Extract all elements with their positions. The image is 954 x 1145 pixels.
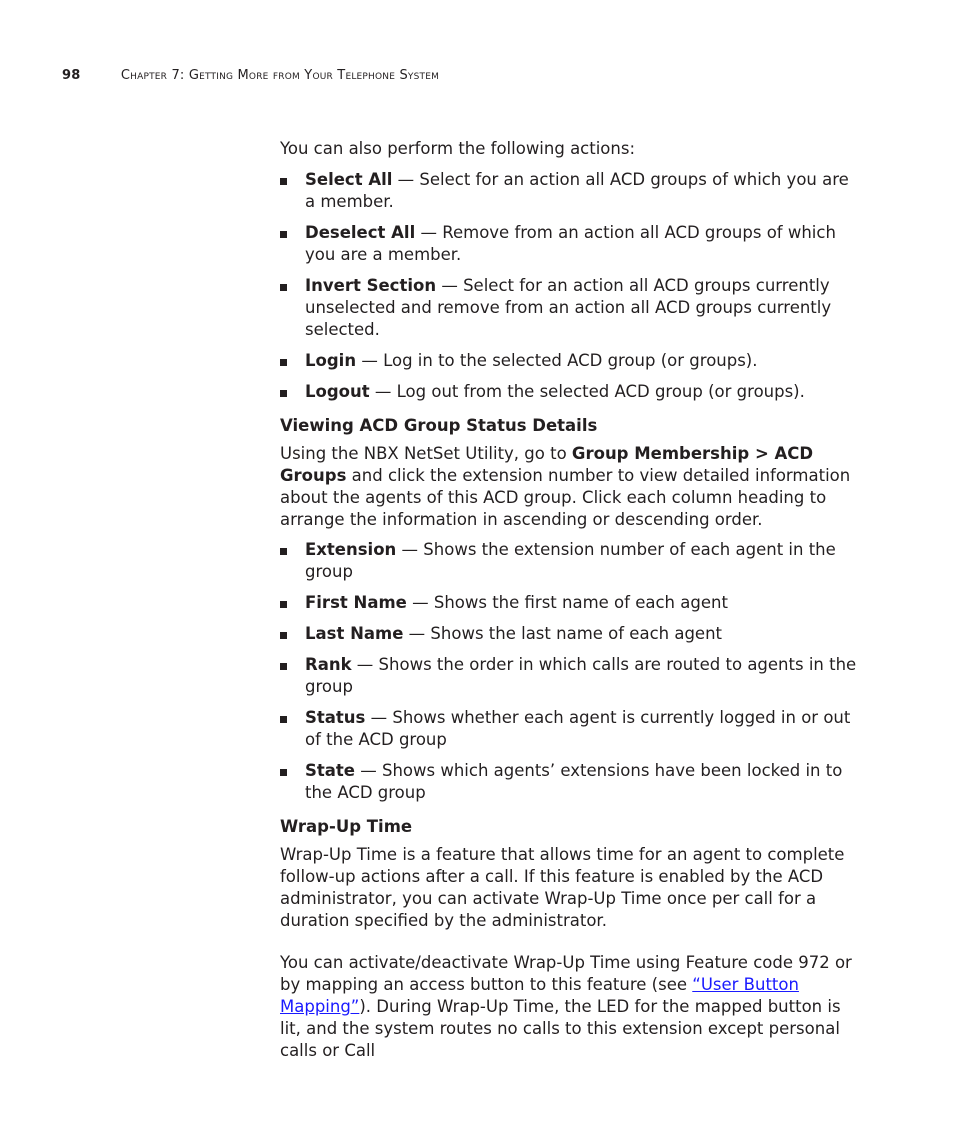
item-term: First Name [305,593,407,612]
item-term: Deselect All [305,223,416,242]
item-desc: — Remove from an action all ACD groups of which you are a member. [305,223,836,264]
wrap-up-paragraph-2 [280,952,860,1062]
item-term: Status [305,708,366,727]
bullet-square-icon [280,716,287,723]
item-desc: — Shows the order in which calls are routed to agents in the group [305,655,857,696]
item-term: Invert Section [305,276,437,295]
item-desc: — Select for an action all ACD groups currently unselected and remove from an action all ACD groups currently selected. [305,276,832,339]
bullet-square-icon [280,769,287,776]
running-header [62,68,439,83]
list-item [280,275,860,341]
para-text: You can activate/deactivate Wrap-Up Time using Feature code 972 or by mapping an access button to this feature (see [280,953,852,994]
menu-path: Group Membership > ACD Groups [280,444,814,485]
bullet-square-icon [280,390,287,397]
actions-list [280,169,860,403]
item-desc: — Shows the last name of each agent [403,624,723,643]
bullet-square-icon [280,663,287,670]
item-desc: — Shows the first name of each agent [406,593,728,612]
list-item [280,169,860,213]
list-item [280,623,860,645]
bullet-square-icon [280,178,287,185]
item-desc: — Shows which agents’ extensions have been locked in to the ACD group [305,761,843,802]
item-term: Login [305,351,357,370]
section-heading-wrap-up: Wrap-Up Time [280,817,413,836]
para-text: Using the NBX NetSet Utility, go to [280,444,572,463]
list-item [280,222,860,266]
list-item [280,539,860,583]
item-desc: — Log out from the selected ACD group (or groups). [369,382,805,401]
list-item [280,592,860,614]
item-desc: — Shows the extension number of each agent in the group [305,540,836,581]
item-term: Logout [305,382,370,401]
bullet-square-icon [280,359,287,366]
columns-list [280,539,860,804]
list-item [280,760,860,804]
bullet-square-icon [280,284,287,291]
bullet-square-icon [280,601,287,608]
bullet-square-icon [280,632,287,639]
bullet-square-icon [280,548,287,555]
item-desc: — Log in to the selected ACD group (or groups). [356,351,758,370]
acd-status-paragraph [280,443,860,531]
intro-text: You can also perform the following actions: [280,139,636,158]
item-term: Last Name [305,624,404,643]
item-desc: — Shows whether each agent is currently logged in or out of the ACD group [305,708,851,749]
user-button-mapping-link[interactable]: “User Button Mapping” [280,975,799,1016]
list-item [280,707,860,751]
item-desc: — Select for an action all ACD groups of which you are a member. [305,170,849,211]
list-item [280,381,860,403]
item-term: Select All [305,170,393,189]
chapter-title: Chapter 7: Getting More from Your Telephone System [120,68,440,83]
section-heading-acd-status: Viewing ACD Group Status Details [280,416,598,435]
page-number: 98 [62,68,81,83]
list-item [280,350,860,372]
bullet-square-icon [280,231,287,238]
item-term: Rank [305,655,352,674]
para-text: ). During Wrap-Up Time, the LED for the mapped button is lit, and the system routes no calls to this extension except personal calls or Call [280,997,841,1060]
item-term: Extension [305,540,397,559]
page-body [280,138,860,1070]
item-term: State [305,761,355,780]
para-text: and click the extension number to view detailed information about the agents of this ACD group. Click each column heading to arrange the information in ascending or descending order. [280,466,851,529]
wrap-up-paragraph-1: Wrap-Up Time is a feature that allows time for an agent to complete follow-up actions after a call. If this feature is enabled by the ACD administrator, you can activate Wrap-Up Time once per call for a duration specified by the administrator. [280,845,845,930]
list-item [280,654,860,698]
